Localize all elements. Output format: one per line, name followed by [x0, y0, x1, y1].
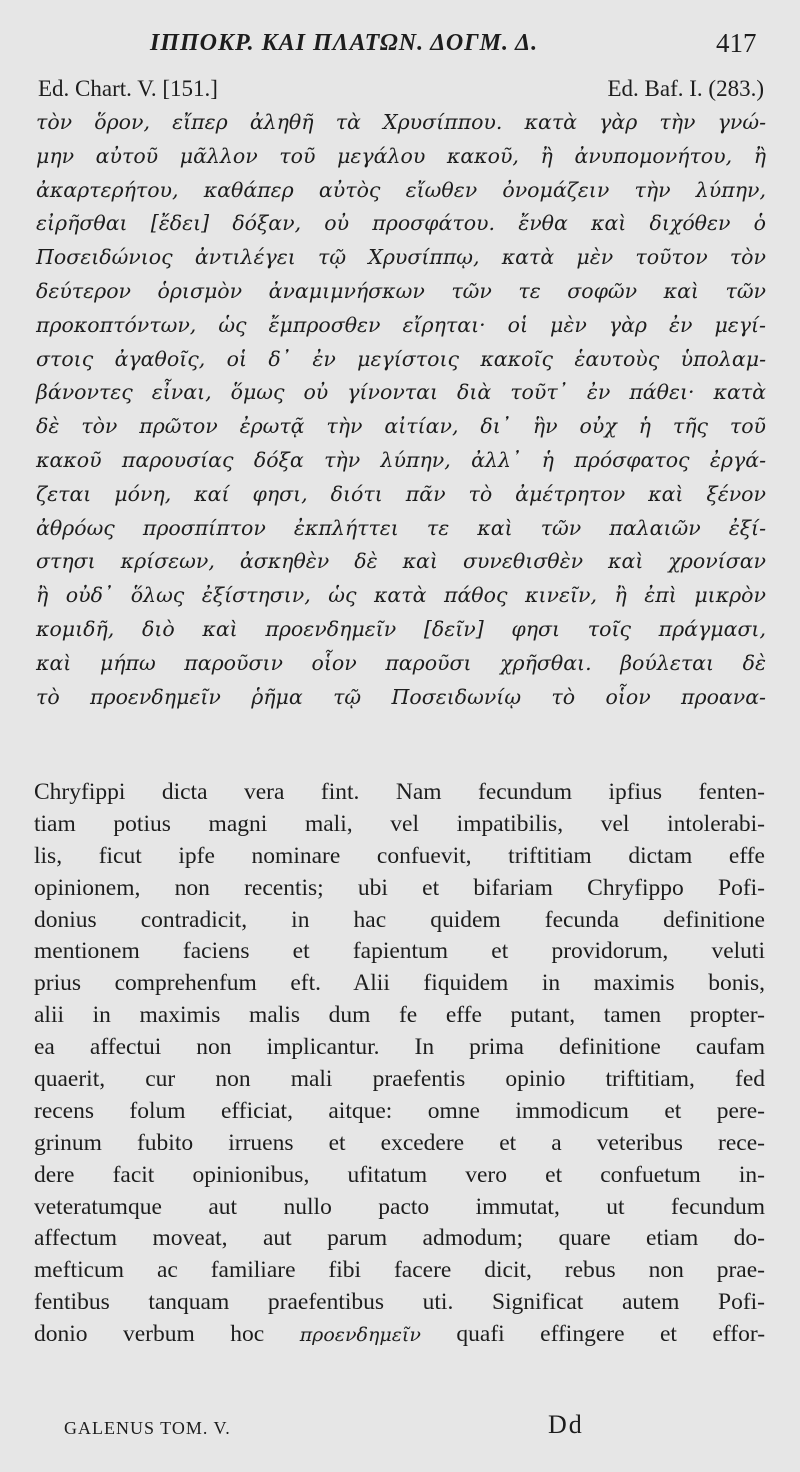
latin-line: prius comprehenfum eft. Alii fiquidem in maximis bonis,	[34, 970, 765, 997]
latin-line: mentionem faciens et fapientum et providorum, veluti	[34, 938, 765, 965]
greek-line: βάνοντες εἶναι, ὅμως οὐ γίνονται διὰ τοῦτ᾽ ἐν πάθει· κατὰ	[36, 380, 766, 405]
latin-line: grinum fubito irruens et excedere et a veteribus rece-	[34, 1129, 765, 1156]
sheet-mark: Dd	[548, 1410, 584, 1439]
latin-line: ea affectui non implicantur. In prima definitione caufam	[34, 1034, 765, 1061]
page-number: 417	[716, 28, 757, 58]
latin-line: affectum moveat, aut parum admodum; quare etiam do-	[34, 1225, 765, 1252]
latin-line-last	[34, 1319, 765, 1351]
greek-line: κακοῦ παρουσίας δόξα τὴν λύπην, ἀλλ᾽ ἡ πρόσφατος ἐργά-	[36, 447, 766, 472]
greek-line: στοις ἀγαθοῖς, οἱ δ᾽ ἐν μεγίστοις κακοῖς ἑαυτοὺς ὑπολαμ-	[36, 346, 766, 371]
greek-line: μην αὐτοῦ μᾶλλον τοῦ μεγάλου κακοῦ, ἢ ἀνυπομονήτου, ἢ	[36, 143, 766, 168]
signature-line: GALENUS TOM. V.	[64, 1418, 231, 1438]
edition-reference-right: Ed. Baf. I. (283.)	[607, 76, 764, 101]
latin-last-after: quafi effingere et effor-	[456, 1321, 766, 1348]
greek-line: δεύτερον ὁρισμὸν ἀναμιμνήσκων τῶν τε σοφῶν καὶ τῶν	[36, 278, 766, 303]
greek-line: ἀκαρτερήτου, καθάπερ αὐτὸς εἴωθεν ὀνομάζειν τὴν λύπην,	[36, 177, 766, 202]
latin-line: tiam potius magni mali, vel impatibilis, vel intolerabi-	[34, 810, 765, 837]
latin-line: fentibus tanquam praefentibus uti. Significat autem Pofi-	[34, 1289, 765, 1316]
edition-reference-left: Ed. Chart. V. [151.]	[38, 76, 218, 101]
latin-line: opinionem, non recentis; ubi et bifariam Chryfippo Pofi-	[34, 874, 765, 901]
latin-line: veteratumque aut nullo pacto immutat, ut fecundum	[34, 1193, 765, 1220]
latin-line: recens folum efficiat, aitque: omne immodicum et pere-	[34, 1097, 765, 1124]
greek-text-block	[36, 106, 766, 714]
latin-line: mefticum ac familiare fibi facere dicit, rebus non prae-	[34, 1257, 765, 1284]
greek-line: καὶ μήπω παροῦσιν οἷον παροῦσι χρῆσθαι. βούλεται δὲ	[36, 650, 766, 675]
running-head: ΙΠΠΟΚΡ. ΚΑΙ ΠΛΑΤΩΝ. ΔΟΓΜ. Δ.	[150, 30, 539, 56]
greek-line: κομιδῆ, διὸ καὶ προενδημεῖν [δεῖν] φησι τοῖς πράγμασι,	[36, 616, 766, 641]
latin-line: alii in maximis malis dum fe effe putant, tamen propter-	[34, 1002, 765, 1029]
latin-line: Chryfippi dicta vera fint. Nam fecundum ipfius fenten-	[34, 779, 765, 805]
greek-line: δὲ τὸν πρῶτον ἐρωτᾷ τὴν αἰτίαν, δι᾽ ἣν οὐχ ἡ τῆς τοῦ	[36, 414, 766, 439]
greek-line: τὸν ὅρον, εἴπερ ἀληθῆ τὰ Χρυσίππου. κατὰ γὰρ τὴν γνώ-	[36, 110, 766, 134]
latin-line: lis, ficut ipfe nominare confuevit, triftitiam dictam effe	[34, 842, 765, 869]
greek-line: ἀθρόως προσπίπτον ἐκπλήττει τε καὶ τῶν παλαιῶν ἐξί-	[36, 515, 766, 540]
greek-line: Ποσειδώνιος ἀντιλέγει τῷ Χρυσίππῳ, κατὰ μὲν τοῦτον τὸν	[36, 245, 766, 270]
greek-line: στησι κρίσεων, ἀσκηθὲν δὲ καὶ συνεθισθὲν καὶ χρονίσαν	[36, 549, 766, 574]
latin-line: quaerit, cur non mali praefentis opinio triftitiam, fed	[34, 1066, 765, 1093]
greek-line: προκοπτόντων, ὡς ἔμπροσθεν εἴρηται· οἱ μὲν γὰρ ἐν μεγί-	[36, 312, 766, 337]
greek-line: εἰρῆσθαι [ἔδει] δόξαν, οὐ προσφάτου. ἔνθα καὶ διχόθεν ὁ	[36, 211, 766, 236]
greek-line: ἢ οὐδ᾽ ὅλως ἐξίστησιν, ὡς κατὰ πάθος κινεῖν, ἢ ἐπὶ μικρὸν	[36, 583, 766, 608]
latin-line: dere facit opinionibus, ufitatum vero et confuetum in-	[34, 1161, 765, 1188]
greek-line: τὸ προενδημεῖν ῥῆμα τῷ Ποσειδωνίῳ τὸ οἷον προανα-	[36, 684, 766, 709]
greek-line: ζεται μόνη, καί φησι, διότι πᾶν τὸ ἀμέτρητον καὶ ξένον	[36, 481, 766, 506]
latin-lines	[34, 777, 765, 1319]
latin-greek-word: προενδημεῖν	[299, 1324, 421, 1347]
latin-line: donius contradicit, in hac quidem fecunda definitione	[34, 906, 765, 933]
latin-translation-block	[34, 777, 765, 1351]
latin-last-before: donio verbum hoc	[34, 1321, 265, 1348]
